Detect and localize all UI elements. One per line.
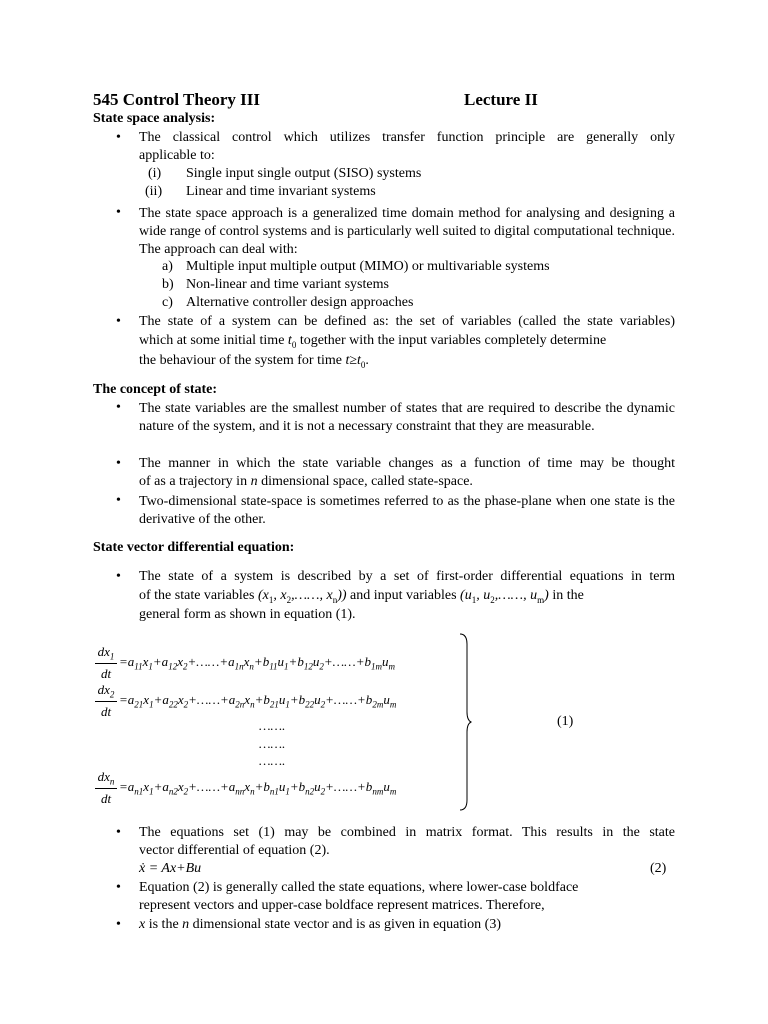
list-item: Multiple input multiple output (MIMO) or multivariable systems (186, 259, 550, 274)
paragraph-line: which at some initial time $t_0$ together with the input variables completely determine (139, 333, 607, 350)
paragraph-line: of as a trajectory in n dimensional space, called state-space. (139, 474, 473, 489)
list-item: Linear and time invariant systems (186, 184, 376, 199)
bullet-marker: • (116, 493, 121, 508)
equation-label-2: (2) (650, 861, 667, 876)
paragraph-line: general form as shown in equation (1). (139, 607, 356, 622)
equation-label-1: (1) (557, 714, 574, 729)
section-concept-of-state: The concept of state: (93, 382, 218, 397)
bullet-marker: • (116, 569, 121, 584)
paragraph: The state space approach is a generalized time domain method for analysing and designing a wide range of control systems and is particularly well suited to digital computational technique. The approach can deal with: (139, 206, 675, 257)
list-item: Non-linear and time variant systems (186, 277, 389, 292)
right-brace (458, 632, 472, 812)
paragraph-line: the behaviour of the system for time $t\ge t_0$. (139, 353, 369, 370)
list-marker: c) (162, 295, 173, 310)
bullet-marker: • (116, 825, 121, 840)
equation-dots: ……. (259, 718, 286, 733)
list-marker: b) (162, 277, 174, 292)
paragraph-line: The equations set (1) may be combined in matrix format. This results in the state (139, 825, 675, 840)
derivative-fraction: $dx_n$ dt (95, 769, 117, 807)
equation-dots: ……. (259, 736, 286, 751)
paragraph-line: of the state variables ($x_1$, $x_2,\dots\dots$, $x_n$)) and input variables ($u_1$, $u_2,\dots\dots$, $u_m$) in the (139, 588, 584, 605)
derivative-fraction: $\frac{dx_2}{dt}$ (95, 682, 117, 720)
list-marker: (ii) (145, 184, 163, 199)
paragraph-line: The state of a system can be defined as: the set of variables (called the state variables) (139, 314, 675, 329)
paragraph-line: The manner in which the state variable changes as a function of time may be thought (139, 456, 675, 471)
paragraph-line: Equation (2) is generally called the state equations, where lower-case boldface (139, 880, 579, 895)
bullet-marker: • (116, 456, 121, 471)
equation-dots: ……. (259, 753, 286, 768)
paragraph: Two-dimensional state-space is sometimes referred to as the phase-plane when one state is the derivative of the other. (139, 494, 675, 527)
equation-row-1: $=a_{11}x_1+a_{12}x_2+\dots\dots+a_{1n}x_n+b_{11}u_1+b_{12}u_2+\dots\dots+b_{1m}u_m$ (119, 654, 395, 672)
bullet-marker: • (116, 400, 121, 415)
paragraph-line: applicable to: (139, 148, 215, 163)
equation-2: ẋ = Ax+Bu (139, 861, 202, 876)
list-item: Alternative controller design approaches (186, 295, 414, 310)
section-state-vector-equation: State vector differential equation: (93, 540, 295, 555)
section-state-space-analysis: State space analysis: (93, 111, 216, 126)
bullet-marker: • (116, 917, 121, 932)
bullet-marker: • (116, 880, 121, 895)
equation-row-2: $=a_{21}x_1+a_{22}x_2+\dots\dots+a_{2n}x_n+b_{21}u_1+b_{22}u_2+\dots\dots+b_{2m}u_m$ (119, 692, 397, 710)
paragraph: The state variables are the smallest number of states that are required to describe the dynamic nature of the system, and it is not a necessary constraint that they are measurable. (139, 401, 675, 434)
list-marker: (i) (148, 166, 162, 181)
paragraph-line: x is the n dimensional state vector and is as given in equation (3) (139, 917, 501, 932)
bullet-marker: • (116, 130, 121, 145)
derivative-fraction: $\frac{dx_1}{dt}$ (95, 644, 117, 682)
paragraph-line: The classical control which utilizes transfer function principle are generally only (139, 130, 675, 145)
paragraph-line: The state of a system is described by a set of first-order differential equations in term (139, 569, 675, 584)
equation-row-n: $=a_{n1}x_1+a_{n2}x_2+\dots\dots+a_{nn}x_n+b_{n1}u_1+b_{n2}u_2+\dots\dots+b_{nm}u_m$ (119, 779, 397, 797)
list-item: Single input single output (SISO) systems (186, 166, 422, 181)
bullet-marker: • (116, 205, 121, 220)
list-marker: a) (162, 259, 173, 274)
paragraph-line: represent vectors and upper-case boldface represent matrices. Therefore, (139, 898, 545, 913)
paragraph-line: vector differential of equation (2). (139, 843, 330, 858)
bullet-marker: • (116, 314, 121, 329)
lecture-title: Lecture II (464, 90, 538, 109)
course-title: 545 Control Theory III (93, 90, 261, 109)
